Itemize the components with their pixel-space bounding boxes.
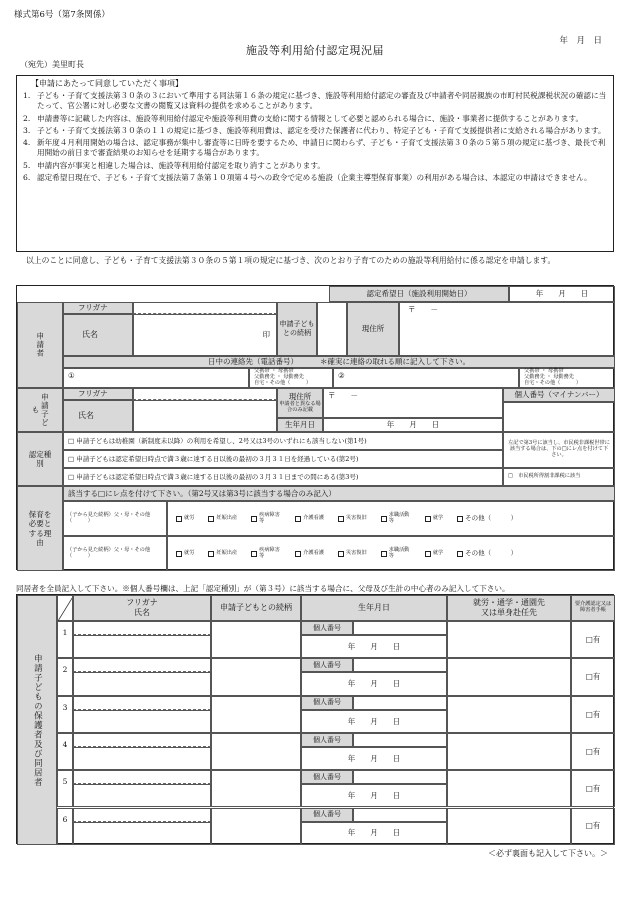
reason-option-label: 疾病障害等 <box>259 546 280 559</box>
reason-option-label: 介護看護 <box>303 514 324 521</box>
mynumber-field[interactable] <box>503 402 615 432</box>
member-care-checkbox[interactable]: □有 <box>571 621 615 658</box>
row-number: 3 <box>57 696 73 733</box>
member-furigana-field[interactable] <box>73 770 211 784</box>
household-side-label: 申請子どもの保護者及び同居者 <box>17 595 57 845</box>
child-birth-field[interactable]: 年 月 日 <box>323 418 503 432</box>
category-side-note: 左記で第3号に該当し、市民税非課税世帯に該当する場合は、下の□にレ点を付けて下さい。 <box>503 432 615 468</box>
member-mynumber-field[interactable] <box>353 808 447 822</box>
child-name-field[interactable] <box>133 400 277 432</box>
applicant-relation-label: 申請子どもとの続柄 <box>277 302 317 356</box>
col-work: 就労・通学・通園先 又は単身赴任先 <box>447 595 571 621</box>
reason-options <box>167 536 615 571</box>
member-birth-field[interactable]: 年 月 日 <box>301 635 447 658</box>
member-birth-field[interactable]: 年 月 日 <box>301 672 447 695</box>
member-birth-field[interactable]: 年 月 日 <box>301 784 447 807</box>
reason-option[interactable] <box>293 516 324 522</box>
reason-option-label: その他（ ） <box>465 514 518 523</box>
applicant-name-label: 氏名 <box>63 314 133 356</box>
addressee: （宛先）美里町長 <box>20 60 84 69</box>
checkbox-icon[interactable] <box>176 516 182 522</box>
desired-date-label: 認定希望日（施設利用開始日） <box>329 286 509 302</box>
reason-option-label: 求職活動等 <box>388 511 410 524</box>
reason-option[interactable] <box>379 513 411 525</box>
applicant-furigana-label: フリガナ <box>63 302 133 314</box>
checkbox-icon[interactable] <box>381 516 387 522</box>
member-name-field[interactable] <box>73 784 211 807</box>
contact-1-type[interactable]: 父携帯 ・ 母携帯 父勤務先 ・ 母勤務先 自宅・その他（ ） <box>249 368 333 388</box>
reason-option-label: 就労 <box>184 549 195 556</box>
mynumber-label: 個人番号 <box>301 733 353 747</box>
row-number: 6 <box>57 808 73 845</box>
member-mynumber-field[interactable] <box>353 770 447 784</box>
checkbox-icon[interactable] <box>457 551 463 557</box>
form-number: 様式第6号（第7条関係） <box>14 10 110 20</box>
contact-header: 日中の連絡先（電話番号） ＊確実に連絡の取れる順に記入して下さい。 <box>63 356 615 368</box>
household-note: 同居者を全員記入して下さい。※個人番号欄は、上記「認定種別」が（第３号）に該当する場合に、父母及び生計の中心者のみ記入して下さい。 <box>16 584 510 593</box>
consent-item <box>23 138 607 159</box>
reason-option[interactable] <box>423 551 443 557</box>
member-care-checkbox[interactable]: □有 <box>571 808 615 845</box>
contact-2-type[interactable]: 父携帯 ・ 母携帯 父勤務先 ・ 母勤務先 自宅・その他（ ） <box>519 368 615 388</box>
category-option-1[interactable]: □ 申請子どもは幼稚園（新制度未以降）の利用を希望し、2号又は3号のいずれにも該当しない(第1号) <box>63 432 503 450</box>
reason-option[interactable] <box>293 551 324 557</box>
member-relation-field[interactable] <box>211 696 301 733</box>
checkbox-icon[interactable] <box>425 516 431 522</box>
checkbox-icon[interactable] <box>295 516 301 522</box>
child-address-field[interactable] <box>323 388 503 418</box>
member-mynumber-field[interactable] <box>353 621 447 635</box>
desired-date-field[interactable]: 年 月 日 <box>509 286 615 302</box>
member-furigana-field[interactable] <box>73 808 211 822</box>
reason-options <box>167 501 615 536</box>
row-number: 4 <box>57 733 73 770</box>
col-relation: 申請子どもとの続柄 <box>211 595 301 621</box>
contact-1-field[interactable]: ① <box>63 368 249 388</box>
col-birth: 生年月日 <box>301 595 447 621</box>
application-table <box>16 285 614 570</box>
reason-option[interactable] <box>206 551 237 557</box>
member-name-field[interactable] <box>73 710 211 733</box>
row-number: 1 <box>57 621 73 658</box>
reason-option-label: 災害復旧 <box>345 549 367 556</box>
checkbox-icon[interactable] <box>251 551 257 557</box>
consent-box <box>16 75 614 252</box>
applicant-address-label: 現住所 <box>347 302 399 356</box>
tax-exempt-checkbox[interactable]: □ 市民税所得割非課税に該当 <box>503 468 615 486</box>
mynumber-label: 個人番号 <box>301 621 353 635</box>
consent-item-number: 3. <box>23 125 31 135</box>
consent-item-text: 認定希望日現在で、子ども・子育て支援法第７条第１０項第４号への政令で定める施設（企業主導型保育事業）の利用がある場合は、本認定の申請はできません。 <box>37 172 592 182</box>
member-relation-field[interactable] <box>211 658 301 695</box>
mynumber-label: 個人番号（マイナンバー） <box>503 388 615 402</box>
row-number: 5 <box>57 770 73 807</box>
reason-option[interactable] <box>455 549 517 557</box>
consent-item <box>23 114 607 124</box>
child-postal-code: 〒 － <box>328 391 358 400</box>
member-birth-field[interactable]: 年 月 日 <box>301 822 447 845</box>
child-furigana-label: フリガナ <box>63 388 133 400</box>
reason-option[interactable] <box>206 516 237 522</box>
reason-relation[interactable]: （子から見た続柄）父・母・その他（ ） <box>63 501 167 536</box>
reason-option-label: 就労 <box>184 514 195 521</box>
reason-option[interactable] <box>174 516 194 522</box>
consent-item-text: 申請内容が事実と相違した場合は、施設等利用給付認定を取り消すことがあります。 <box>37 160 325 170</box>
reason-option-label: 介護看護 <box>303 549 324 556</box>
page-title: 施設等利用給付認定現況届 <box>246 44 384 57</box>
member-furigana-field[interactable] <box>73 733 211 747</box>
consent-item <box>23 91 607 112</box>
member-birth-field[interactable]: 年 月 日 <box>301 710 447 733</box>
member-care-checkbox[interactable]: □有 <box>571 658 615 695</box>
member-name-field[interactable] <box>73 747 211 770</box>
member-furigana-field[interactable] <box>73 658 211 672</box>
mynumber-label: 個人番号 <box>301 658 353 672</box>
household-table <box>16 594 614 844</box>
member-name-field[interactable] <box>73 672 211 695</box>
member-work-field[interactable] <box>447 808 571 845</box>
member-care-checkbox[interactable]: □有 <box>571 696 615 733</box>
reason-option-label: 災害復旧 <box>345 514 367 521</box>
applicant-furigana-field[interactable] <box>133 302 277 314</box>
reason-option[interactable] <box>423 516 443 522</box>
mynumber-label: 個人番号 <box>301 696 353 710</box>
consent-heading: 【申請にあたって同意していただく事項】 <box>31 79 183 88</box>
child-section-label: 申請子ども <box>17 388 63 432</box>
consent-item-number: 2. <box>23 113 31 123</box>
member-work-field[interactable] <box>447 696 571 733</box>
col-name: フリガナ 氏名 <box>73 595 211 621</box>
child-address-label: 現住所 申請者と異なる場合のみ記載 <box>277 388 323 418</box>
child-name-label: 氏名 <box>63 400 133 432</box>
member-relation-field[interactable] <box>211 770 301 807</box>
consent-item-text: 子ども・子育て支援法第３０条の１１の規定に基づき、施設等利用費は、認定を受けた保護者に代わり、特定子ども・子育て支援提供者に支給される場合があります。 <box>37 125 606 135</box>
member-relation-field[interactable] <box>211 808 301 845</box>
postal-code: 〒 － <box>408 305 438 314</box>
checkbox-icon[interactable] <box>208 516 214 522</box>
applicant-address-field[interactable] <box>399 302 615 356</box>
checkbox-icon[interactable] <box>176 551 182 557</box>
consent-list <box>23 91 607 183</box>
member-relation-field[interactable] <box>211 733 301 770</box>
member-relation-field[interactable] <box>211 621 301 658</box>
back-side-note: ＜必ず裏面も記入して下さい。＞ <box>488 849 608 858</box>
member-name-field[interactable] <box>73 635 211 658</box>
member-birth-field[interactable]: 年 月 日 <box>301 747 447 770</box>
reason-option[interactable] <box>455 514 517 522</box>
applicant-section-label: 申請者 <box>17 302 63 388</box>
category-label: 認定種別 <box>17 432 63 486</box>
checkbox-icon[interactable] <box>338 551 344 557</box>
seal-mark: 印 <box>262 330 270 340</box>
reason-option-label: 妊娠出産 <box>216 514 238 521</box>
reason-option-label: 疾病障害等 <box>259 511 280 524</box>
category-option-2[interactable]: □ 申請子どもは認定希望日時点で満３歳に達する日以後の最初の３月３１日を経過している(第2号) <box>63 450 503 468</box>
child-furigana-field[interactable] <box>133 388 277 400</box>
reason-option[interactable] <box>336 551 367 557</box>
submission-date: 年 月 日 <box>559 36 602 46</box>
checkbox-icon[interactable] <box>251 516 257 522</box>
member-work-field[interactable] <box>447 658 571 695</box>
reason-option[interactable] <box>379 548 411 560</box>
consent-item-number: 1. <box>23 91 31 100</box>
slash-icon <box>58 595 72 621</box>
reason-option-label: その他（ ） <box>465 549 518 558</box>
reason-option[interactable] <box>249 513 281 525</box>
reason-option[interactable] <box>174 551 194 557</box>
member-furigana-field[interactable] <box>73 696 211 710</box>
consent-item <box>23 126 607 136</box>
consent-item-text: 申請書等に記載した内容は、施設等利用給付認定や施設等利用費の支給に関する情報として必要と認められる場合に、施設・事業者に提供することがあります。 <box>37 113 584 123</box>
reason-option-label: 妊娠出産 <box>216 549 238 556</box>
reason-relation[interactable]: （子から見た続柄）父・母・その他（ ） <box>63 536 167 571</box>
category-option-3[interactable]: □ 申請子どもは認定希望日時点で満３歳に達する日以後の最初の３月３１日までの間にある(第3号) <box>63 468 503 486</box>
checkbox-icon[interactable] <box>295 551 301 557</box>
reason-label: 保育を必要とする理由 <box>17 486 63 571</box>
consent-item <box>23 161 607 171</box>
checkbox-icon[interactable] <box>381 551 387 557</box>
member-mynumber-field[interactable] <box>353 658 447 672</box>
member-work-field[interactable] <box>447 770 571 807</box>
mynumber-label: 個人番号 <box>301 770 353 784</box>
reason-option[interactable] <box>336 516 367 522</box>
member-work-field[interactable] <box>447 621 571 658</box>
reason-option-label: 求職活動等 <box>388 546 410 559</box>
checkbox-icon[interactable] <box>457 516 463 522</box>
applicant-relation-field[interactable] <box>317 302 347 356</box>
intro-text: 以上のことに同意し、子ども・子育て支援法第３０条の５第１項の規定に基づき、次のとおり子育てのための施設等利用給付に係る認定を申請します。 <box>26 256 556 265</box>
member-mynumber-field[interactable] <box>353 733 447 747</box>
header-slash <box>57 595 73 621</box>
member-care-checkbox[interactable]: □有 <box>571 733 615 770</box>
consent-item-text: 子ども・子育て支援法第３０条の３において準用する同法第１６条の規定に基づき、施設等利用給付認定の審査及び申請者や同居親族の市町村民税課税状況の確認に当たって、官公署に対し必要な文書の閲覧又は資料の提供を求めることがあります。 <box>37 91 607 111</box>
checkbox-icon[interactable] <box>425 551 431 557</box>
consent-item-number: 5. <box>23 160 31 170</box>
col-care: 要介護認定又は障害者手帳 <box>571 595 615 621</box>
reason-option[interactable] <box>249 548 281 560</box>
consent-item <box>23 173 607 183</box>
member-care-checkbox[interactable]: □有 <box>571 770 615 807</box>
member-name-field[interactable] <box>73 822 211 845</box>
member-mynumber-field[interactable] <box>353 696 447 710</box>
child-birth-label: 生年月日 <box>277 418 323 432</box>
consent-item-number: 6. <box>23 172 31 182</box>
consent-item-number: 4. <box>23 138 31 147</box>
mynumber-label: 個人番号 <box>301 808 353 822</box>
row-number: 2 <box>57 658 73 695</box>
applicant-name-field[interactable] <box>133 314 277 356</box>
consent-item-text: 新年度４月利用開始の場合は、認定事務が集中し審査等に日時を要するため、申請日に関わらず、子ども・子育て支援法第３０条の５第５項の規定に基づき、最長で利用開始の前日まで審査結果のお知らせを延期する場合があります。 <box>37 138 606 158</box>
reason-option-label: 就学 <box>432 514 444 521</box>
reason-instruction: 該当する□にレ点を付けて下さい。（第2号又は第3号に該当する場合のみ記入） <box>63 486 615 501</box>
checkbox-icon[interactable] <box>338 516 344 522</box>
checkbox-icon[interactable] <box>208 551 214 557</box>
reason-option-label: 就学 <box>432 549 444 556</box>
member-furigana-field[interactable] <box>73 621 211 635</box>
contact-2-field[interactable]: ② <box>333 368 519 388</box>
member-work-field[interactable] <box>447 733 571 770</box>
